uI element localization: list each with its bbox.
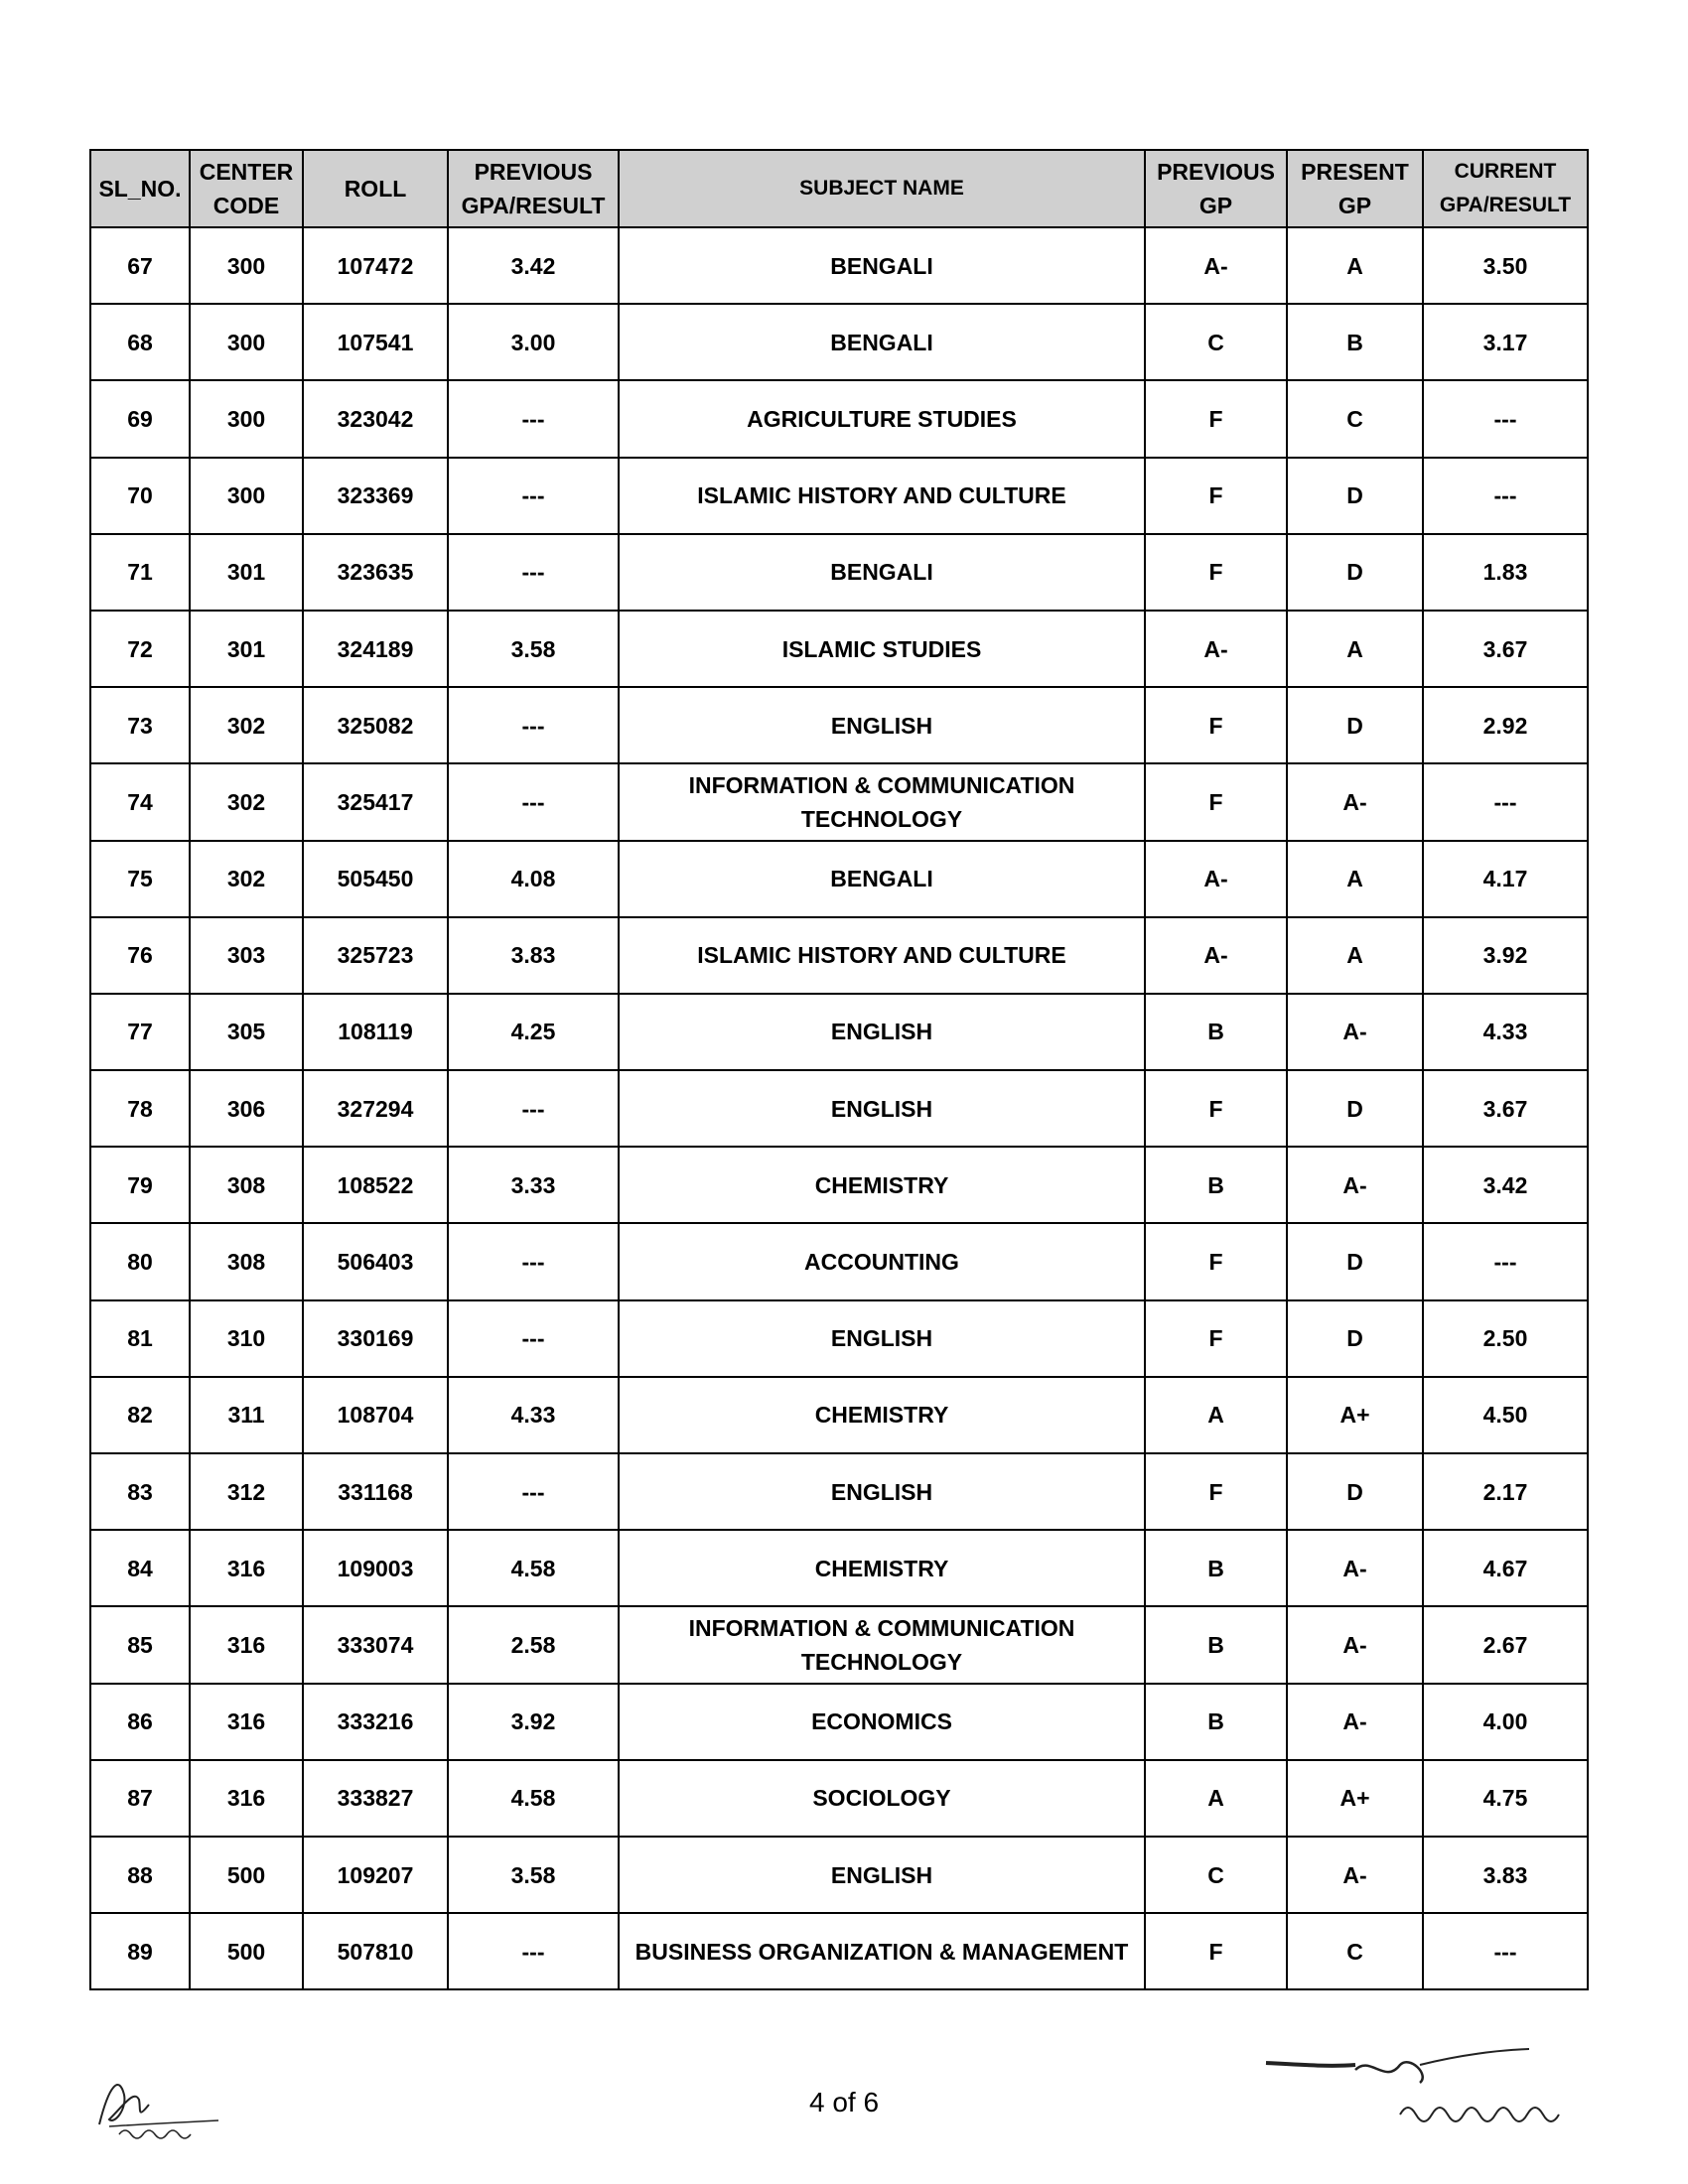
cell-previous-gp: C <box>1145 1837 1287 1913</box>
table-row <box>90 380 1588 457</box>
cell-present-gp: D <box>1287 1300 1423 1377</box>
cell-center-code: 302 <box>190 687 303 763</box>
cell-subject-name: AGRICULTURE STUDIES <box>619 380 1145 457</box>
cell-subject-name: INFORMATION & COMMUNICATION TECHNOLOGY <box>619 763 1145 840</box>
cell-previous-gp: F <box>1145 687 1287 763</box>
cell-present-gp: B <box>1287 304 1423 380</box>
cell-previous-gpa: --- <box>448 687 619 763</box>
cell-roll: 323369 <box>303 458 448 534</box>
cell-sl-no: 69 <box>90 380 190 457</box>
cell-center-code: 302 <box>190 841 303 917</box>
cell-sl-no: 67 <box>90 227 190 304</box>
cell-previous-gpa: 3.42 <box>448 227 619 304</box>
cell-present-gp: A- <box>1287 1147 1423 1223</box>
cell-sl-no: 85 <box>90 1606 190 1683</box>
table-row <box>90 1606 1588 1683</box>
cell-center-code: 300 <box>190 380 303 457</box>
cell-sl-no: 83 <box>90 1453 190 1530</box>
cell-previous-gpa: 4.33 <box>448 1377 619 1453</box>
cell-current-gpa: 3.67 <box>1423 1070 1588 1147</box>
cell-subject-name: ENGLISH <box>619 1837 1145 1913</box>
cell-sl-no: 70 <box>90 458 190 534</box>
cell-current-gpa: 4.33 <box>1423 994 1588 1070</box>
cell-present-gp: A <box>1287 611 1423 687</box>
cell-subject-name: INFORMATION & COMMUNICATION TECHNOLOGY <box>619 1606 1145 1683</box>
cell-previous-gp: F <box>1145 1070 1287 1147</box>
cell-sl-no: 82 <box>90 1377 190 1453</box>
cell-center-code: 302 <box>190 763 303 840</box>
table-row <box>90 763 1588 840</box>
cell-present-gp: D <box>1287 687 1423 763</box>
cell-center-code: 300 <box>190 458 303 534</box>
cell-sl-no: 74 <box>90 763 190 840</box>
cell-sl-no: 76 <box>90 917 190 994</box>
cell-present-gp: A <box>1287 227 1423 304</box>
cell-current-gpa: 3.92 <box>1423 917 1588 994</box>
cell-subject-name: CHEMISTRY <box>619 1147 1145 1223</box>
cell-current-gpa: 1.83 <box>1423 534 1588 611</box>
cell-previous-gpa: --- <box>448 1070 619 1147</box>
cell-subject-name: ENGLISH <box>619 994 1145 1070</box>
header-subject-name: SUBJECT NAME <box>619 150 1145 227</box>
cell-previous-gp: F <box>1145 1913 1287 1989</box>
header-row <box>90 150 1588 227</box>
cell-present-gp: A- <box>1287 1606 1423 1683</box>
header-roll: ROLL <box>303 150 448 227</box>
cell-roll: 325417 <box>303 763 448 840</box>
cell-present-gp: D <box>1287 1453 1423 1530</box>
cell-previous-gpa: --- <box>448 458 619 534</box>
cell-current-gpa: 4.67 <box>1423 1530 1588 1606</box>
cell-current-gpa: --- <box>1423 1913 1588 1989</box>
cell-center-code: 311 <box>190 1377 303 1453</box>
header-current-gpa-line1: CURRENT <box>1454 160 1557 183</box>
header-center-code-line1: CENTER <box>199 159 294 185</box>
header-current-gpa <box>1423 150 1588 227</box>
cell-present-gp: D <box>1287 1223 1423 1299</box>
cell-subject-name: ENGLISH <box>619 1300 1145 1377</box>
table-row <box>90 1453 1588 1530</box>
cell-center-code: 500 <box>190 1837 303 1913</box>
cell-current-gpa: --- <box>1423 458 1588 534</box>
header-previous-gpa-line2: GPA/RESULT <box>461 193 606 218</box>
cell-present-gp: D <box>1287 1070 1423 1147</box>
cell-previous-gpa: 3.58 <box>448 611 619 687</box>
header-center-code-line2: CODE <box>212 193 280 218</box>
cell-previous-gp: A- <box>1145 611 1287 687</box>
header-sl-no: SL_NO. <box>90 150 190 227</box>
cell-previous-gpa: 3.92 <box>448 1684 619 1760</box>
header-present-gp-line2: GP <box>1337 193 1372 218</box>
cell-present-gp: A- <box>1287 994 1423 1070</box>
header-previous-gp-line1: PREVIOUS <box>1157 159 1275 185</box>
header-present-gp-line1: PRESENT <box>1301 159 1409 185</box>
cell-present-gp: C <box>1287 1913 1423 1989</box>
cell-roll: 108704 <box>303 1377 448 1453</box>
cell-current-gpa: 3.67 <box>1423 611 1588 687</box>
cell-subject-name: BENGALI <box>619 227 1145 304</box>
header-center-code <box>190 150 303 227</box>
cell-subject-name: BUSINESS ORGANIZATION & MANAGEMENT <box>619 1913 1145 1989</box>
cell-present-gp: A- <box>1287 1530 1423 1606</box>
cell-center-code: 303 <box>190 917 303 994</box>
cell-sl-no: 71 <box>90 534 190 611</box>
cell-roll: 323042 <box>303 380 448 457</box>
cell-roll: 333216 <box>303 1684 448 1760</box>
table-row <box>90 994 1588 1070</box>
table-row <box>90 304 1588 380</box>
table-header <box>90 150 1588 227</box>
cell-previous-gpa: --- <box>448 1453 619 1530</box>
cell-previous-gp: A <box>1145 1760 1287 1837</box>
cell-previous-gp: A- <box>1145 917 1287 994</box>
cell-previous-gpa: --- <box>448 534 619 611</box>
cell-previous-gp: F <box>1145 380 1287 457</box>
cell-previous-gpa: 3.33 <box>448 1147 619 1223</box>
cell-center-code: 308 <box>190 1223 303 1299</box>
cell-center-code: 300 <box>190 227 303 304</box>
cell-center-code: 316 <box>190 1684 303 1760</box>
cell-roll: 107541 <box>303 304 448 380</box>
table-row <box>90 1377 1588 1453</box>
table-row <box>90 534 1588 611</box>
table-row <box>90 841 1588 917</box>
cell-sl-no: 68 <box>90 304 190 380</box>
cell-subject-name: ENGLISH <box>619 687 1145 763</box>
cell-center-code: 312 <box>190 1453 303 1530</box>
cell-current-gpa: 2.92 <box>1423 687 1588 763</box>
cell-previous-gpa: --- <box>448 380 619 457</box>
cell-subject-name: SOCIOLOGY <box>619 1760 1145 1837</box>
table-row <box>90 1223 1588 1299</box>
cell-present-gp: D <box>1287 534 1423 611</box>
cell-present-gp: A- <box>1287 1837 1423 1913</box>
cell-previous-gp: B <box>1145 1606 1287 1683</box>
cell-subject-name: ISLAMIC HISTORY AND CULTURE <box>619 458 1145 534</box>
table-row <box>90 1147 1588 1223</box>
cell-subject-name: CHEMISTRY <box>619 1377 1145 1453</box>
table-row <box>90 458 1588 534</box>
cell-previous-gpa: --- <box>448 763 619 840</box>
cell-roll: 506403 <box>303 1223 448 1299</box>
page-number: 4 of 6 <box>808 2087 880 2117</box>
cell-previous-gpa: 4.58 <box>448 1760 619 1837</box>
cell-roll: 325723 <box>303 917 448 994</box>
cell-center-code: 316 <box>190 1530 303 1606</box>
cell-current-gpa: 3.17 <box>1423 304 1588 380</box>
cell-roll: 108522 <box>303 1147 448 1223</box>
cell-roll: 507810 <box>303 1913 448 1989</box>
cell-sl-no: 81 <box>90 1300 190 1377</box>
cell-previous-gpa: --- <box>448 1300 619 1377</box>
cell-previous-gp: B <box>1145 994 1287 1070</box>
table-row <box>90 917 1588 994</box>
cell-roll: 333074 <box>303 1606 448 1683</box>
cell-previous-gp: C <box>1145 304 1287 380</box>
cell-current-gpa: 3.50 <box>1423 227 1588 304</box>
table-body <box>90 227 1588 1989</box>
header-current-gpa-line2: GPA/RESULT <box>1439 194 1572 216</box>
cell-sl-no: 73 <box>90 687 190 763</box>
cell-subject-name: CHEMISTRY <box>619 1530 1145 1606</box>
cell-roll: 109003 <box>303 1530 448 1606</box>
cell-previous-gp: B <box>1145 1147 1287 1223</box>
cell-roll: 107472 <box>303 227 448 304</box>
cell-subject-name: ECONOMICS <box>619 1684 1145 1760</box>
cell-current-gpa: 2.67 <box>1423 1606 1588 1683</box>
cell-sl-no: 89 <box>90 1913 190 1989</box>
cell-present-gp: A <box>1287 917 1423 994</box>
table-row <box>90 1760 1588 1837</box>
table-row <box>90 227 1588 304</box>
cell-sl-no: 75 <box>90 841 190 917</box>
cell-roll: 327294 <box>303 1070 448 1147</box>
table-row <box>90 1530 1588 1606</box>
cell-center-code: 500 <box>190 1913 303 1989</box>
cell-roll: 109207 <box>303 1837 448 1913</box>
results-table <box>89 149 1589 1990</box>
cell-previous-gpa: --- <box>448 1913 619 1989</box>
cell-present-gp: A+ <box>1287 1760 1423 1837</box>
cell-previous-gpa: 4.08 <box>448 841 619 917</box>
cell-previous-gp: B <box>1145 1684 1287 1760</box>
cell-present-gp: A- <box>1287 763 1423 840</box>
cell-center-code: 308 <box>190 1147 303 1223</box>
cell-present-gp: A <box>1287 841 1423 917</box>
table-row <box>90 1684 1588 1760</box>
cell-current-gpa: 4.75 <box>1423 1760 1588 1837</box>
cell-subject-name: ENGLISH <box>619 1070 1145 1147</box>
cell-roll: 330169 <box>303 1300 448 1377</box>
cell-center-code: 306 <box>190 1070 303 1147</box>
cell-current-gpa: --- <box>1423 1223 1588 1299</box>
cell-current-gpa: --- <box>1423 380 1588 457</box>
cell-current-gpa: 3.83 <box>1423 1837 1588 1913</box>
cell-previous-gpa: 4.58 <box>448 1530 619 1606</box>
cell-current-gpa: --- <box>1423 763 1588 840</box>
cell-subject-name: ACCOUNTING <box>619 1223 1145 1299</box>
cell-roll: 323635 <box>303 534 448 611</box>
header-present-gp <box>1287 150 1423 227</box>
cell-center-code: 301 <box>190 534 303 611</box>
cell-previous-gp: F <box>1145 534 1287 611</box>
cell-roll: 108119 <box>303 994 448 1070</box>
cell-previous-gp: B <box>1145 1530 1287 1606</box>
cell-present-gp: A- <box>1287 1684 1423 1760</box>
cell-previous-gp: F <box>1145 1453 1287 1530</box>
table-row <box>90 1913 1588 1989</box>
header-previous-gp <box>1145 150 1287 227</box>
cell-previous-gp: F <box>1145 458 1287 534</box>
cell-center-code: 316 <box>190 1606 303 1683</box>
cell-previous-gp: A <box>1145 1377 1287 1453</box>
cell-center-code: 310 <box>190 1300 303 1377</box>
cell-sl-no: 72 <box>90 611 190 687</box>
cell-current-gpa: 4.00 <box>1423 1684 1588 1760</box>
cell-subject-name: ISLAMIC HISTORY AND CULTURE <box>619 917 1145 994</box>
header-previous-gpa-line1: PREVIOUS <box>474 159 593 185</box>
cell-previous-gp: A- <box>1145 841 1287 917</box>
cell-present-gp: D <box>1287 458 1423 534</box>
cell-sl-no: 87 <box>90 1760 190 1837</box>
cell-current-gpa: 4.50 <box>1423 1377 1588 1453</box>
cell-center-code: 300 <box>190 304 303 380</box>
cell-previous-gp: F <box>1145 763 1287 840</box>
cell-sl-no: 88 <box>90 1837 190 1913</box>
cell-subject-name: BENGALI <box>619 534 1145 611</box>
table-row <box>90 687 1588 763</box>
cell-subject-name: ISLAMIC STUDIES <box>619 611 1145 687</box>
cell-current-gpa: 4.17 <box>1423 841 1588 917</box>
table-row <box>90 1837 1588 1913</box>
cell-previous-gp: F <box>1145 1300 1287 1377</box>
cell-previous-gp: A- <box>1145 227 1287 304</box>
cell-center-code: 301 <box>190 611 303 687</box>
cell-roll: 333827 <box>303 1760 448 1837</box>
cell-sl-no: 80 <box>90 1223 190 1299</box>
cell-previous-gpa: 3.58 <box>448 1837 619 1913</box>
cell-current-gpa: 3.42 <box>1423 1147 1588 1223</box>
cell-present-gp: A+ <box>1287 1377 1423 1453</box>
cell-previous-gpa: 4.25 <box>448 994 619 1070</box>
cell-center-code: 316 <box>190 1760 303 1837</box>
cell-previous-gpa: 3.83 <box>448 917 619 994</box>
cell-sl-no: 84 <box>90 1530 190 1606</box>
cell-previous-gpa: 3.00 <box>448 304 619 380</box>
table-row <box>90 1070 1588 1147</box>
table-row <box>90 611 1588 687</box>
cell-sl-no: 78 <box>90 1070 190 1147</box>
cell-sl-no: 79 <box>90 1147 190 1223</box>
cell-subject-name: ENGLISH <box>619 1453 1145 1530</box>
cell-previous-gp: F <box>1145 1223 1287 1299</box>
header-previous-gpa <box>448 150 619 227</box>
cell-previous-gpa: --- <box>448 1223 619 1299</box>
cell-current-gpa: 2.50 <box>1423 1300 1588 1377</box>
cell-sl-no: 86 <box>90 1684 190 1760</box>
cell-roll: 505450 <box>303 841 448 917</box>
cell-current-gpa: 2.17 <box>1423 1453 1588 1530</box>
cell-subject-name: BENGALI <box>619 304 1145 380</box>
cell-subject-name: BENGALI <box>619 841 1145 917</box>
handwritten-signature-right <box>1261 2045 1599 2144</box>
cell-roll: 331168 <box>303 1453 448 1530</box>
table-row <box>90 1300 1588 1377</box>
cell-present-gp: C <box>1287 380 1423 457</box>
cell-roll: 324189 <box>303 611 448 687</box>
cell-center-code: 305 <box>190 994 303 1070</box>
header-previous-gp-line2: GP <box>1198 193 1233 218</box>
cell-previous-gpa: 2.58 <box>448 1606 619 1683</box>
cell-roll: 325082 <box>303 687 448 763</box>
cell-sl-no: 77 <box>90 994 190 1070</box>
